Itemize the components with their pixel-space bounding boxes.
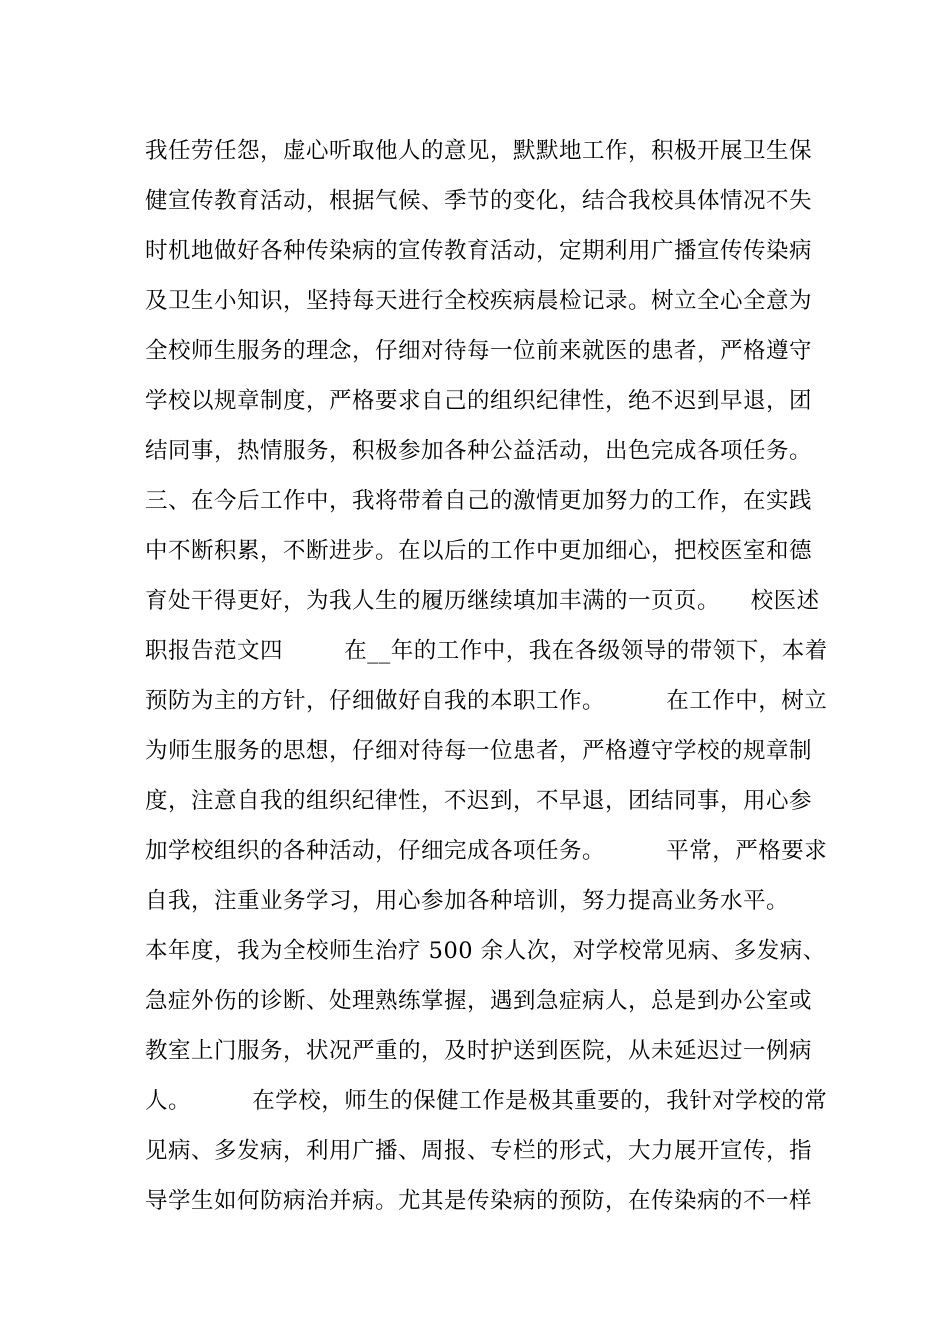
text-line: 职报告范文四 在__年的工作中，我在各级领导的带领下，本着 [145,638,828,664]
text-line: 自我，注重业务学习，用心参加各种培训，努力提高业务水平。 [145,888,790,914]
text-line: 结同事，热情服务，积极参加各种公益活动，出色完成各项任务。 [145,438,813,464]
text-line: 学校以规章制度，严格要求自己的组织纪律性，绝不迟到早退，团 [145,388,813,414]
text-line: 为师生服务的思想，仔细对待每一位患者，严格遵守学校的规章制 [145,738,813,764]
body-text [145,126,828,1226]
text-line: 三、在今后工作中，我将带着自己的激情更加努力的工作，在实践 [145,488,813,514]
text-line: 预防为主的方针，仔细做好自我的本职工作。 在工作中，树立 [145,688,828,714]
text-line: 人。 在学校，师生的保健工作是极其重要的，我针对学校的常 [145,1088,828,1114]
text-line: 导学生如何防病治并病。尤其是传染病的预防，在传染病的不一样 [145,1188,813,1214]
text-line: 我任劳任怨，虚心听取他人的意见，默默地工作，积极开展卫生保 [145,138,813,164]
text-line: 中不断积累，不断进步。在以后的工作中更加细心，把校医室和德 [145,538,813,564]
text-line: 全校师生服务的理念，仔细对待每一位前来就医的患者，严格遵守 [145,338,813,364]
text-line: 见病、多发病，利用广播、周报、专栏的形式，大力展开宣传，指 [145,1138,813,1164]
text-line: 及卫生小知识，坚持每天进行全校疾病晨检记录。树立全心全意为 [145,288,813,314]
text-line: 加学校组织的各种活动，仔细完成各项任务。 平常，严格要求 [145,838,828,864]
text-line: 急症外伤的诊断、处理熟练掌握，遇到急症病人，总是到办公室或 [145,988,813,1014]
text-line: 度，注意自我的组织纪律性，不迟到，不早退，团结同事，用心参 [145,788,813,814]
text-line: 本年度，我为全校师生治疗 500 余人次，对学校常见病、多发病、 [145,938,826,964]
text-line: 育处干得更好，为我人生的履历继续填加丰满的一页页。 校医述 [145,588,820,614]
text-line: 时机地做好各种传染病的宣传教育活动，定期利用广播宣传传染病 [145,238,813,264]
text-line: 健宣传教育活动，根据气候、季节的变化，结合我校具体情况不失 [145,188,813,214]
text-line: 教室上门服务，状况严重的，及时护送到医院，从未延迟过一例病 [145,1038,813,1064]
